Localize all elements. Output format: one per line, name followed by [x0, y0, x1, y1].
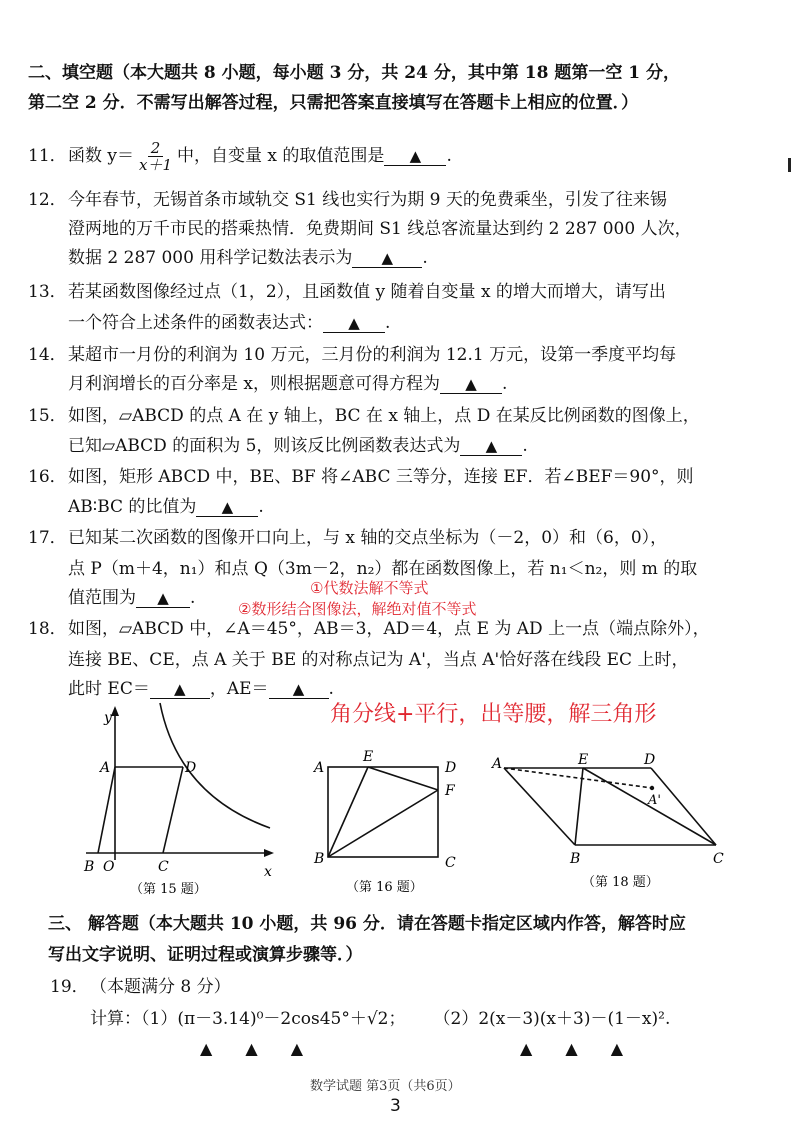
q13-text: 一个符合上述条件的函数表达式： [68, 313, 323, 333]
annotation-note-1: ①代数法解不等式 [310, 579, 429, 597]
question-number: 13． [28, 282, 67, 302]
q15-text: 如图，▱ABCD 的点 A 在 y 轴上，BC 在 x 轴上，点 D 在某反比例函数的图像上， [68, 406, 700, 426]
period: . [522, 436, 528, 456]
answer-blank [196, 498, 258, 517]
question-19-calc [90, 1008, 670, 1030]
question-17-line1 [28, 527, 667, 549]
q15-text: 已知▱ABCD 的面积为 5，则该反比例函数表达式为 [68, 436, 461, 456]
label-a: A [100, 760, 111, 776]
answer-blank [323, 314, 385, 333]
answer-blank-ec [150, 680, 210, 699]
y-axis-arrow-icon [111, 706, 119, 716]
segment-be [575, 768, 583, 845]
q17-text: 已知某二次函数的图像开口向上，与 x 轴的交点坐标为（－2，0）和（6，0）， [68, 528, 668, 548]
answer-mark-icon: ▲ [409, 147, 422, 165]
question-14-line2 [68, 373, 507, 395]
question-12-line1 [28, 189, 667, 211]
label-x: x [264, 864, 272, 880]
q17-text: 值范围为 [68, 588, 136, 608]
question-16-line1 [28, 466, 694, 488]
question-19-title [50, 976, 231, 998]
period: . [422, 248, 428, 268]
period: . [258, 497, 264, 517]
label-b: B [84, 859, 95, 875]
question-number: 16． [28, 467, 67, 487]
label-e: E [578, 752, 589, 768]
answer-mark-icon: ▲ [485, 437, 498, 455]
calc-part-1: （1）(π－3.14)⁰－2cos45°＋√2； [141, 1009, 406, 1029]
answer-mark-icon: ▲ [221, 498, 234, 516]
answer-mark-icon: ▲ [157, 589, 169, 607]
figure-caption: （第 16 题） [346, 880, 423, 895]
figure-16 [308, 745, 478, 900]
answer-marks-1: ▲ ▲ ▲ [200, 1039, 318, 1058]
period: . [385, 313, 391, 333]
footer-title: 数学试题 第3页（共6页） [310, 1079, 461, 1094]
q19-title: （本题满分 8 分） [90, 977, 231, 997]
period: . [446, 146, 452, 166]
answer-blank [460, 437, 522, 456]
question-16-line2 [68, 496, 264, 518]
q12-text: 今年春节，无锡首条市域轨交 S1 线也实行为期 9 天的免费乘坐，引发了往来锡 [68, 190, 667, 210]
answer-mark-icon: ▲ [381, 249, 394, 267]
figure-18 [486, 750, 736, 895]
section3-header-line2: 写出文字说明、证明过程或演算步骤等．） [48, 945, 363, 965]
page-number: 3 [390, 1096, 401, 1116]
q18-text: 如图，▱ABCD 中，∠A＝45°，AB＝3，AD＝4，点 E 为 AD 上一点（端点除外）， [68, 619, 710, 639]
segment-cd [163, 767, 183, 853]
question-12-line2: 澄两地的万千市民的搭乘热情．免费期间 S1 线总客流量达到约 2 287 000 人次， [68, 219, 692, 239]
segment-aa1-dashed [504, 768, 652, 788]
q12-text: 数据 2 287 000 用科学记数法表示为 [68, 248, 353, 268]
segment-ef [368, 767, 438, 790]
figure-caption: （第 15 题） [130, 882, 207, 897]
fraction-denominator: x＋1 [139, 156, 173, 174]
calc-part-2: （2）2(x－3)(x＋3)－(1－x)². [433, 1009, 671, 1029]
section2-header-line2: 第二空 2 分．不需写出解答过程，只需把答案直接填写在答题卡上相应的位置．） [28, 93, 639, 113]
segment-be [328, 767, 368, 857]
label-b: B [570, 851, 581, 867]
label-d: D [185, 760, 197, 776]
label-d: D [445, 760, 457, 776]
question-17-line2: 点 P（m＋4，n₁）和点 Q（3m－2，n₂）都在函数图像上，若 n₁＜n₂，则 m 的取 [68, 559, 698, 579]
q11-text-pre: 函数 y＝ [68, 146, 135, 166]
figure-caption: （第 18 题） [582, 875, 659, 890]
annotation-note-2: ②数形结合图像法，解绝对值不等式 [238, 600, 477, 618]
fraction [136, 140, 175, 173]
q11-text-post: 中，自变量 x 的取值范围是 [177, 146, 385, 166]
question-13-line1 [28, 281, 666, 303]
q18-text: 此时 EC＝ [68, 679, 150, 699]
segment-ab [504, 768, 575, 845]
question-15-line2 [68, 435, 528, 457]
answer-blank [384, 147, 446, 166]
label-d: D [644, 752, 656, 768]
answer-marks-2: ▲ ▲ ▲ [520, 1039, 638, 1058]
answer-mark-icon: ▲ [348, 314, 360, 332]
question-number: 12． [28, 190, 67, 210]
label-o: O [103, 859, 115, 875]
label-f: F [445, 783, 455, 799]
answer-mark-icon: ▲ [465, 375, 477, 393]
question-18-line3 [68, 678, 334, 700]
label-a: A [314, 760, 325, 776]
segment-ab [98, 767, 115, 853]
label-c: C [158, 859, 169, 875]
period: . [328, 679, 334, 699]
question-number: 18． [28, 619, 67, 639]
question-17-line3 [68, 587, 195, 609]
point-a-prime [650, 786, 654, 790]
answer-blank [136, 589, 190, 608]
answer-blank [352, 249, 422, 268]
question-number: 14． [28, 345, 67, 365]
q14-text: 某超市一月份的利润为 10 万元，三月份的利润为 12.1 万元，设第一季度平均每 [68, 345, 677, 365]
question-number: 11． [28, 146, 67, 166]
q16-text: AB∶BC 的比值为 [68, 497, 197, 517]
period: . [502, 374, 508, 394]
label-y: y [104, 710, 112, 726]
fraction-numerator: 2 [148, 140, 164, 157]
section3-header-line1: 三、 解答题（本大题共 10 小题，共 96 分．请在答题卡指定区域内作答，解答时应 [48, 914, 686, 934]
question-13-line2 [68, 312, 390, 334]
label-e: E [363, 749, 374, 765]
answer-blank-ae [269, 680, 329, 699]
question-number: 15． [28, 406, 67, 426]
label-a-prime: A' [648, 793, 661, 808]
hyperbola-curve [160, 703, 270, 828]
annotation-note-3: 角分线+平行，出等腰，解三角形 [330, 702, 657, 727]
answer-mark-icon: ▲ [292, 680, 305, 698]
question-18-line1 [28, 618, 710, 640]
question-14-line1 [28, 344, 676, 366]
calc-label: 计算： [90, 1009, 141, 1029]
answer-blank [440, 375, 502, 394]
period: . [190, 588, 196, 608]
label-a: A [492, 756, 503, 772]
q13-text: 若某函数图像经过点（1，2），且函数值 y 随着自变量 x 的增大而增大，请写出 [68, 282, 666, 302]
x-axis-arrow-icon [264, 849, 274, 857]
question-number: 19． [50, 977, 89, 997]
q14-text: 月利润增长的百分率是 x，则根据题意可得方程为 [68, 374, 440, 394]
section2-header-line1: 二、填空题（本大题共 8 小题，每小题 3 分，共 24 分，其中第 18 题第一空 1 分， [28, 63, 680, 83]
label-c: C [713, 851, 724, 867]
figure-15 [78, 700, 278, 900]
q16-text: 如图，矩形 ABCD 中，BE、BF 将∠ABC 三等分，连接 EF．若∠BEF＝90°，则 [68, 467, 694, 487]
rectangle-abcd [328, 767, 438, 857]
question-15-line1 [28, 405, 700, 427]
answer-mark-icon: ▲ [174, 680, 186, 698]
question-11 [28, 140, 452, 173]
question-number: 17． [28, 528, 67, 548]
q18-text: ，AE＝ [209, 679, 269, 699]
question-18-line2: 连接 BE、CE，点 A 关于 BE 的对称点记为 A'，当点 A'恰好落在线段 EC 上时， [68, 650, 689, 670]
question-12-line3 [68, 247, 428, 269]
segment-bf [328, 790, 438, 857]
margin-tick [788, 158, 791, 172]
label-c: C [445, 855, 456, 871]
label-b: B [314, 851, 325, 867]
